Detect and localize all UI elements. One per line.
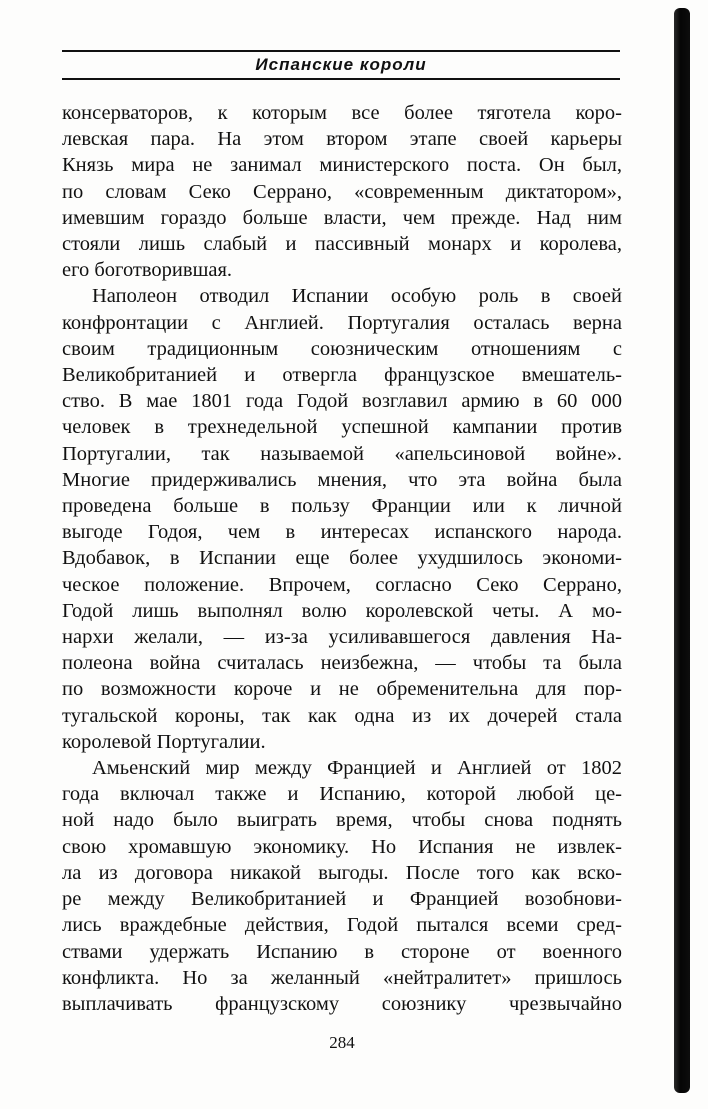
text-line: ствами удержать Испанию в стороне от военного — [62, 940, 622, 963]
body-text — [62, 100, 622, 1017]
text-line: стояли лишь слабый и пассивный монарх и королева, — [62, 233, 622, 256]
text-line: конфликта. Но за желанный «нейтралитет» пришлось — [62, 966, 622, 989]
paragraph-2 — [62, 283, 622, 755]
text-line: его боготворившая. — [62, 259, 233, 282]
text-line: Князь мира не занимал министерского поста. Он был, — [62, 154, 622, 177]
text-line: королевой Португалии. — [62, 730, 266, 753]
running-head-title: Испанские короли — [255, 55, 427, 74]
page-edge-shadow — [674, 8, 690, 1093]
text-line: проведена больше в пользу Франции или к личной — [62, 495, 622, 518]
text-line: ной надо было выиграть время, чтобы снова поднять — [62, 809, 622, 832]
paragraph-1 — [62, 100, 622, 283]
text-line: ческое положение. Впрочем, согласно Секо Серрано, — [62, 573, 622, 596]
text-line: года включал также и Испанию, которой любой це- — [62, 783, 622, 806]
text-line: свою хромавшую экономику. Но Испания не извлек- — [62, 835, 622, 858]
text-line: Многие придерживались мнения, что эта война была — [62, 468, 622, 491]
text-line: лись враждебные действия, Годой пытался всеми сред- — [62, 914, 622, 937]
text-line: Амьенский мир между Францией и Англией от 1802 — [92, 757, 622, 780]
text-line: Великобританией и отвергла французское вмешатель- — [62, 364, 622, 387]
text-line: конфронтации с Англией. Португалия осталась верна — [62, 311, 622, 334]
text-line: полеона война считалась неизбежна, — чтобы та была — [62, 652, 622, 675]
running-head — [62, 50, 620, 80]
text-line: тугальской короны, так как одна из их дочерей стала — [62, 704, 622, 727]
text-line: человек в трехнедельной успешной кампании против — [62, 416, 622, 439]
text-line: Вдобавок, в Испании еще более ухудшилось экономи- — [62, 547, 622, 570]
text-line: ре между Великобританией и Францией возобнови- — [62, 888, 622, 911]
text-line: Годой лишь выполнял волю королевской четы. А мо- — [62, 599, 622, 622]
text-line: нархи желали, — из-за усиливавшегося давления На- — [62, 626, 622, 649]
text-line: по возможности короче и не обременительна для пор- — [62, 678, 622, 701]
paragraph-3 — [62, 755, 622, 1017]
text-line: ство. В мае 1801 года Годой возглавил армию в 60 000 — [62, 390, 622, 413]
text-line: левская пара. На этом втором этапе своей карьеры — [62, 128, 622, 151]
page-number: 284 — [329, 1033, 355, 1052]
text-line: по словам Секо Серрано, «современным диктатором», — [62, 180, 622, 203]
text-line: своим традиционным союзническим отношениям с — [62, 337, 622, 360]
text-line: Наполеон отводил Испании особую роль в своей — [92, 285, 622, 308]
text-line: имевшим гораздо больше власти, чем прежде. Над ним — [62, 206, 622, 229]
text-line: выплачивать французскому союзнику чрезвычайно — [62, 992, 622, 1015]
text-line: консерваторов, к которым все более тяготела коро- — [62, 102, 622, 124]
text-line: ла из договора никакой выгоды. После того как вско- — [62, 861, 622, 884]
text-line: выгоде Годоя, чем в интересах испанского народа. — [62, 521, 622, 544]
text-line: Португалии, так называемой «апельсиновой войне». — [62, 442, 622, 465]
